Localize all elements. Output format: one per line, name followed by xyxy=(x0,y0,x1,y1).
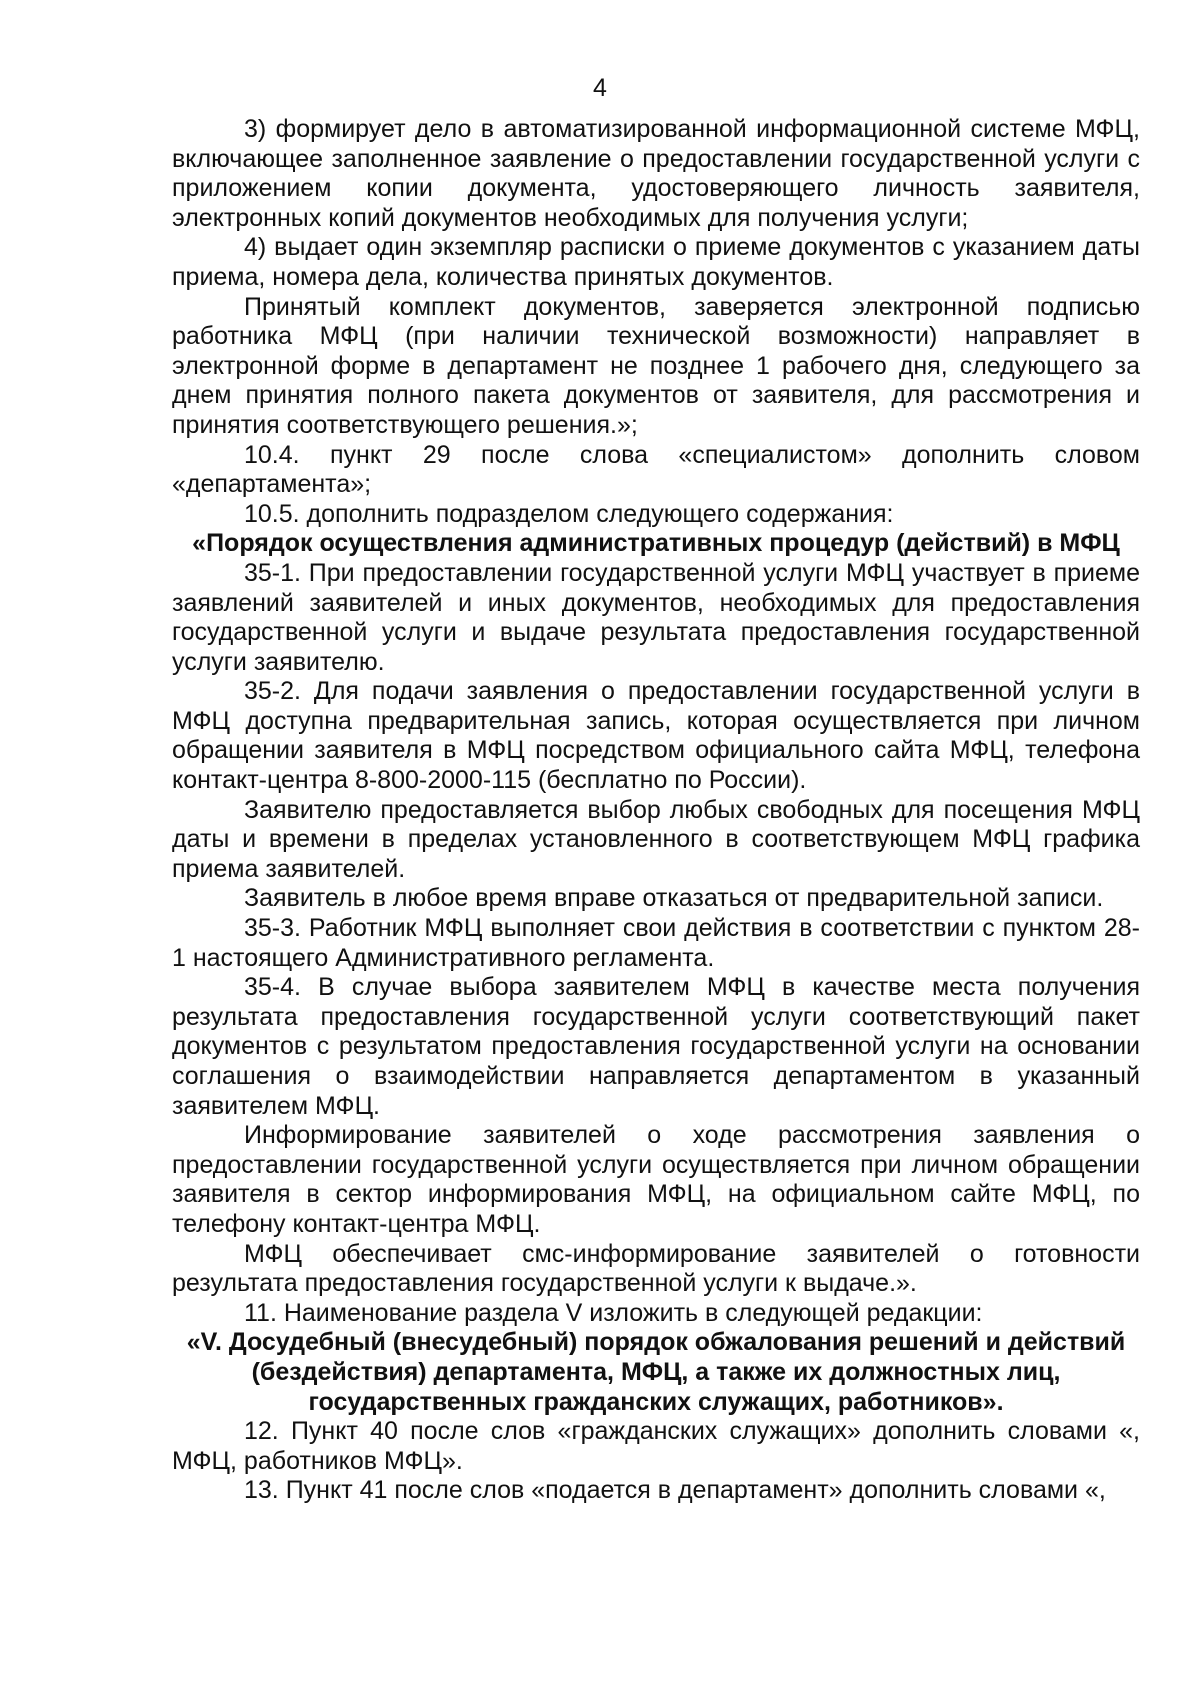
paragraph: 13. Пункт 41 после слов «подается в департамент» дополнить словами «, xyxy=(244,1476,1106,1505)
paragraph: 10.4. пункт 29 после слова «специалистом» дополнить словом «департамента»; xyxy=(172,440,1140,499)
paragraph: 35-2. Для подачи заявления о предоставлении государственной услуги в МФЦ доступна предварительная запись, которая осуществляется при личном обращении заявителя в МФЦ посредством официального сайта МФЦ, телефона контакт-центра 8-800-2000-115 (бесплатно по России). xyxy=(172,677,1140,795)
section-heading: «Порядок осуществления административных процедур (действий) в МФЦ xyxy=(192,529,1120,558)
paragraph: 4) выдает один экземпляр расписки о приеме документов с указанием даты приема, номера дела, количества принятых документов. xyxy=(172,233,1140,291)
page-number: 4 xyxy=(593,74,607,102)
paragraph: 35-4. В случае выбора заявителем МФЦ в качестве места получения результата предоставления государственной услуги соответствующий пакет документов с результатом предоставления государственной услуги на основании соглашения о взаимодействии направляется департаментом в указанный заявителем МФЦ. xyxy=(172,973,1140,1120)
paragraph: 3) формирует дело в автоматизированной информационной системе МФЦ, включающее заполненное заявление о предоставлении государственной услуги с приложением копии документа, удостоверяющего личность заявителя, электронных копий документов необходимых для получения услуги; xyxy=(172,115,1140,232)
paragraph: Заявитель в любое время вправе отказаться от предварительной записи. xyxy=(244,884,1104,913)
document-body xyxy=(172,115,1140,1506)
section-heading: «V. Досудебный (внесудебный) порядок обжалования решений и действий (бездействия) департамента, МФЦ, а также их должностных лиц, государственных гражданских служащих, работников». xyxy=(186,1328,1126,1416)
paragraph: Информирование заявителей о ходе рассмотрения заявления о предоставлении государственной услуги осуществляется при личном обращении заявителя в сектор информирования МФЦ, на официальном сайте МФЦ, по телефону контакт-центра МФЦ. xyxy=(172,1121,1140,1238)
paragraph: 10.5. дополнить подразделом следующего содержания: xyxy=(244,499,894,528)
paragraph: 35-3. Работник МФЦ выполняет свои действия в соответствии с пунктом 28-1 настоящего Административного регламента. xyxy=(172,914,1140,972)
paragraph: Принятый комплект документов, заверяется электронной подписью работника МФЦ (при наличии технической возможности) направляет в электронной форме в департамент не позднее 1 рабочего дня, следующего за днем принятия полного пакета документов от заявителя, для рассмотрения и принятия соответствующего решения.»; xyxy=(172,292,1140,439)
paragraph: МФЦ обеспечивает смс-информирование заявителей о готовности результата предоставления государственной услуги к выдаче.». xyxy=(172,1239,1140,1298)
paragraph: 12. Пункт 40 после слов «гражданских служащих» дополнить словами «, МФЦ, работников МФЦ». xyxy=(172,1417,1140,1475)
paragraph: 11. Наименование раздела V изложить в следующей редакции: xyxy=(244,1298,983,1327)
paragraph: 35-1. При предоставлении государственной услуги МФЦ участвует в приеме заявлений заявителей и иных документов, необходимых для предоставления государственной услуги и выдаче результата предоставления государственной услуги заявителю. xyxy=(172,558,1140,676)
paragraph: Заявителю предоставляется выбор любых свободных для посещения МФЦ даты и времени в пределах установленного в соответствующем МФЦ графика приема заявителей. xyxy=(172,795,1140,883)
